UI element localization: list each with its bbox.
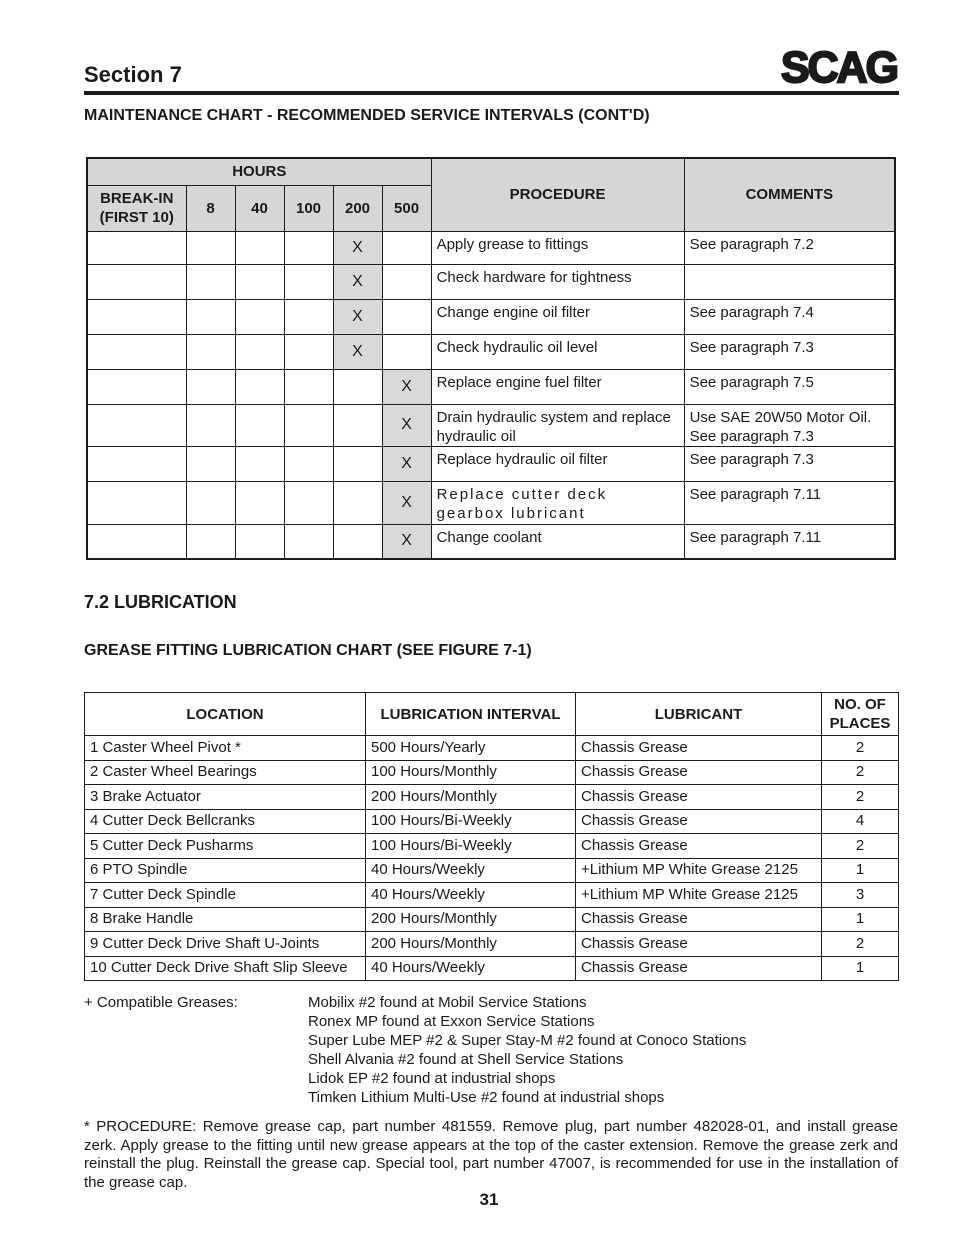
places-cell: 3 <box>822 883 899 908</box>
hour-column-header: 200 <box>333 185 382 231</box>
comment-cell: Use SAE 20W50 Motor Oil. See paragraph 7.3 <box>684 404 895 446</box>
interval-cell <box>284 481 333 524</box>
interval-cell <box>186 404 235 446</box>
interval-cell <box>382 334 431 369</box>
lubrication-row <box>85 883 899 908</box>
procedure-cell: Drain hydraulic system and replace hydraulic oil <box>431 404 684 446</box>
lubrication-row <box>85 907 899 932</box>
compatible-greases-list <box>308 994 746 1107</box>
places-cell: 2 <box>822 834 899 859</box>
lubrication-header-row <box>85 693 899 736</box>
interval-mark: X <box>382 524 431 559</box>
compatible-grease-item: Mobilix #2 found at Mobil Service Stations <box>308 994 587 1011</box>
maintenance-table <box>86 157 896 560</box>
places-cell: 2 <box>822 736 899 761</box>
interval-cell <box>235 264 284 299</box>
maintenance-row <box>87 264 895 299</box>
comment-cell: See paragraph 7.3 <box>684 334 895 369</box>
lubrication-row <box>85 932 899 957</box>
interval-cell: 200 Hours/Monthly <box>366 907 576 932</box>
interval-cell <box>87 481 186 524</box>
procedure-cell: Change engine oil filter <box>431 299 684 334</box>
interval-cell <box>235 334 284 369</box>
lubricant-cell: Chassis Grease <box>576 907 822 932</box>
interval-cell <box>235 481 284 524</box>
hour-column-header: 40 <box>235 185 284 231</box>
interval-cell <box>333 404 382 446</box>
interval-cell <box>235 404 284 446</box>
location-cell: 4 Cutter Deck Bellcranks <box>85 809 366 834</box>
interval-cell <box>235 524 284 559</box>
interval-cell <box>186 264 235 299</box>
lubrication-row <box>85 809 899 834</box>
interval-cell <box>87 404 186 446</box>
lubrication-column-header: LOCATION <box>85 693 366 736</box>
page-number: 31 <box>479 1190 499 1209</box>
scag-logo <box>779 47 899 87</box>
interval-cell <box>235 231 284 264</box>
interval-cell <box>186 524 235 559</box>
lubricant-cell: Chassis Grease <box>576 809 822 834</box>
interval-cell <box>333 369 382 404</box>
location-cell: 10 Cutter Deck Drive Shaft Slip Sleeve <box>85 956 366 981</box>
lubricant-cell: +Lithium MP White Grease 2125 <box>576 883 822 908</box>
maintenance-row <box>87 404 895 446</box>
interval-mark: X <box>333 299 382 334</box>
interval-cell <box>333 524 382 559</box>
interval-cell <box>333 446 382 481</box>
lubricant-cell: Chassis Grease <box>576 932 822 957</box>
lubrication-row <box>85 834 899 859</box>
comments-header: COMMENTS <box>684 158 895 231</box>
location-cell: 9 Cutter Deck Drive Shaft U-Joints <box>85 932 366 957</box>
compatible-grease-item: Shell Alvania #2 found at Shell Service Stations <box>308 1050 624 1068</box>
lubrication-column-header: LUBRICANT <box>576 693 822 736</box>
places-cell: 1 <box>822 956 899 981</box>
logo-text: SCAG <box>781 47 897 87</box>
interval-cell <box>284 404 333 446</box>
interval-cell <box>284 369 333 404</box>
lubrication-row <box>85 858 899 883</box>
interval-cell <box>87 524 186 559</box>
compatible-grease-item: Ronex MP found at Exxon Service Stations <box>308 1012 595 1030</box>
location-cell: 1 Caster Wheel Pivot * <box>85 736 366 761</box>
comment-cell: See paragraph 7.11 <box>684 524 895 559</box>
procedure-cell: Replace cutter deck gearbox lubricant <box>431 481 684 524</box>
interval-cell <box>284 524 333 559</box>
procedure-note: * PROCEDURE: Remove grease cap, part number 481559. Remove plug, part number 482028-01, and install grease zerk. Apply grease to the fitting until new grease appears at the top of the caster extension. Remove the grease zerk and reinstall the plug. Reinstall the grease cap. Special tool, part number 47007, is recommended for use in the installation of the grease cap. <box>84 1118 898 1192</box>
interval-cell <box>186 446 235 481</box>
interval-mark: X <box>333 231 382 264</box>
interval-cell <box>87 264 186 299</box>
lubricant-cell: Chassis Grease <box>576 736 822 761</box>
interval-cell <box>186 369 235 404</box>
interval-cell <box>382 299 431 334</box>
interval-cell <box>186 231 235 264</box>
maintenance-row <box>87 446 895 481</box>
lubrication-section-heading: 7.2 LUBRICATION <box>84 592 237 612</box>
lubrication-column-header: LUBRICATION INTERVAL <box>366 693 576 736</box>
places-cell: 2 <box>822 760 899 785</box>
interval-cell <box>87 299 186 334</box>
interval-cell <box>284 231 333 264</box>
compatible-grease-item: Super Lube MEP #2 & Super Stay-M #2 found at Conoco Stations <box>308 1031 747 1049</box>
maintenance-row <box>87 334 895 369</box>
maintenance-row <box>87 524 895 559</box>
section-title: Section 7 <box>84 62 182 87</box>
places-cell: 4 <box>822 809 899 834</box>
hour-column-header: 8 <box>186 185 235 231</box>
maintenance-rows <box>87 231 895 559</box>
interval-cell <box>87 369 186 404</box>
lubrication-row <box>85 736 899 761</box>
location-cell: 8 Brake Handle <box>85 907 366 932</box>
maintenance-row <box>87 369 895 404</box>
procedure-cell: Replace hydraulic oil filter <box>431 446 684 481</box>
interval-cell: 100 Hours/Monthly <box>366 760 576 785</box>
location-cell: 3 Brake Actuator <box>85 785 366 810</box>
places-cell: 1 <box>822 858 899 883</box>
location-cell: 6 PTO Spindle <box>85 858 366 883</box>
maintenance-chart-heading: MAINTENANCE CHART - RECOMMENDED SERVICE INTERVALS (CONT'D) <box>84 107 650 124</box>
lubrication-rows <box>85 736 899 981</box>
interval-cell <box>284 299 333 334</box>
interval-cell: 500 Hours/Yearly <box>366 736 576 761</box>
header-rule <box>84 91 899 95</box>
lubrication-row <box>85 956 899 981</box>
interval-cell <box>284 264 333 299</box>
lubrication-row <box>85 785 899 810</box>
interval-cell <box>186 299 235 334</box>
comment-cell: See paragraph 7.11 <box>684 481 895 524</box>
interval-cell <box>87 446 186 481</box>
interval-cell <box>186 334 235 369</box>
interval-mark: X <box>382 481 431 524</box>
lubricant-cell: Chassis Grease <box>576 956 822 981</box>
interval-cell <box>235 446 284 481</box>
compatible-grease-item: Lidok EP #2 found at industrial shops <box>308 1069 556 1087</box>
interval-cell <box>382 231 431 264</box>
grease-chart-heading: GREASE FITTING LUBRICATION CHART (SEE FIGURE 7-1) <box>84 642 532 659</box>
location-cell: 5 Cutter Deck Pusharms <box>85 834 366 859</box>
maintenance-row <box>87 481 895 524</box>
lubrication-column-header: NO. OF PLACES <box>822 693 899 736</box>
interval-cell <box>235 299 284 334</box>
lubricant-cell: +Lithium MP White Grease 2125 <box>576 858 822 883</box>
interval-mark: X <box>382 369 431 404</box>
comment-cell: See paragraph 7.4 <box>684 299 895 334</box>
hour-column-header: 100 <box>284 185 333 231</box>
procedure-header: PROCEDURE <box>431 158 684 231</box>
comment-cell: See paragraph 7.2 <box>684 231 895 264</box>
location-cell: 7 Cutter Deck Spindle <box>85 883 366 908</box>
comment-cell <box>684 264 895 299</box>
location-cell: 2 Caster Wheel Bearings <box>85 760 366 785</box>
places-cell: 2 <box>822 785 899 810</box>
procedure-cell: Apply grease to fittings <box>431 231 684 264</box>
interval-cell <box>284 334 333 369</box>
interval-cell <box>87 334 186 369</box>
compatible-grease-item: Timken Lithium Multi-Use #2 found at industrial shops <box>308 1088 665 1106</box>
procedure-cell: Replace engine fuel filter <box>431 369 684 404</box>
lubrication-row <box>85 760 899 785</box>
interval-cell <box>235 369 284 404</box>
places-cell: 2 <box>822 932 899 957</box>
lubricant-cell: Chassis Grease <box>576 834 822 859</box>
interval-cell: 100 Hours/Bi-Weekly <box>366 834 576 859</box>
comment-cell: See paragraph 7.5 <box>684 369 895 404</box>
hours-header: HOURS <box>87 158 431 185</box>
interval-mark: X <box>382 404 431 446</box>
interval-cell: 40 Hours/Weekly <box>366 858 576 883</box>
interval-cell <box>87 231 186 264</box>
lubricant-cell: Chassis Grease <box>576 785 822 810</box>
procedure-cell: Check hydraulic oil level <box>431 334 684 369</box>
interval-cell <box>284 446 333 481</box>
places-cell: 1 <box>822 907 899 932</box>
maintenance-row <box>87 231 895 264</box>
interval-mark: X <box>333 334 382 369</box>
lubricant-cell: Chassis Grease <box>576 760 822 785</box>
interval-cell: 100 Hours/Bi-Weekly <box>366 809 576 834</box>
procedure-cell: Change coolant <box>431 524 684 559</box>
interval-cell: 40 Hours/Weekly <box>366 883 576 908</box>
interval-cell: 40 Hours/Weekly <box>366 956 576 981</box>
comment-cell: See paragraph 7.3 <box>684 446 895 481</box>
interval-cell <box>382 264 431 299</box>
lubrication-table <box>84 692 899 981</box>
interval-cell: 200 Hours/Monthly <box>366 932 576 957</box>
hour-column-header: BREAK-IN (FIRST 10) <box>87 185 186 231</box>
compatible-greases-label: + Compatible Greases: <box>84 994 238 1011</box>
interval-cell <box>186 481 235 524</box>
hour-column-header: 500 <box>382 185 431 231</box>
interval-cell: 200 Hours/Monthly <box>366 785 576 810</box>
interval-mark: X <box>382 446 431 481</box>
interval-cell <box>333 481 382 524</box>
procedure-cell: Check hardware for tightness <box>431 264 684 299</box>
maintenance-row <box>87 299 895 334</box>
interval-mark: X <box>333 264 382 299</box>
